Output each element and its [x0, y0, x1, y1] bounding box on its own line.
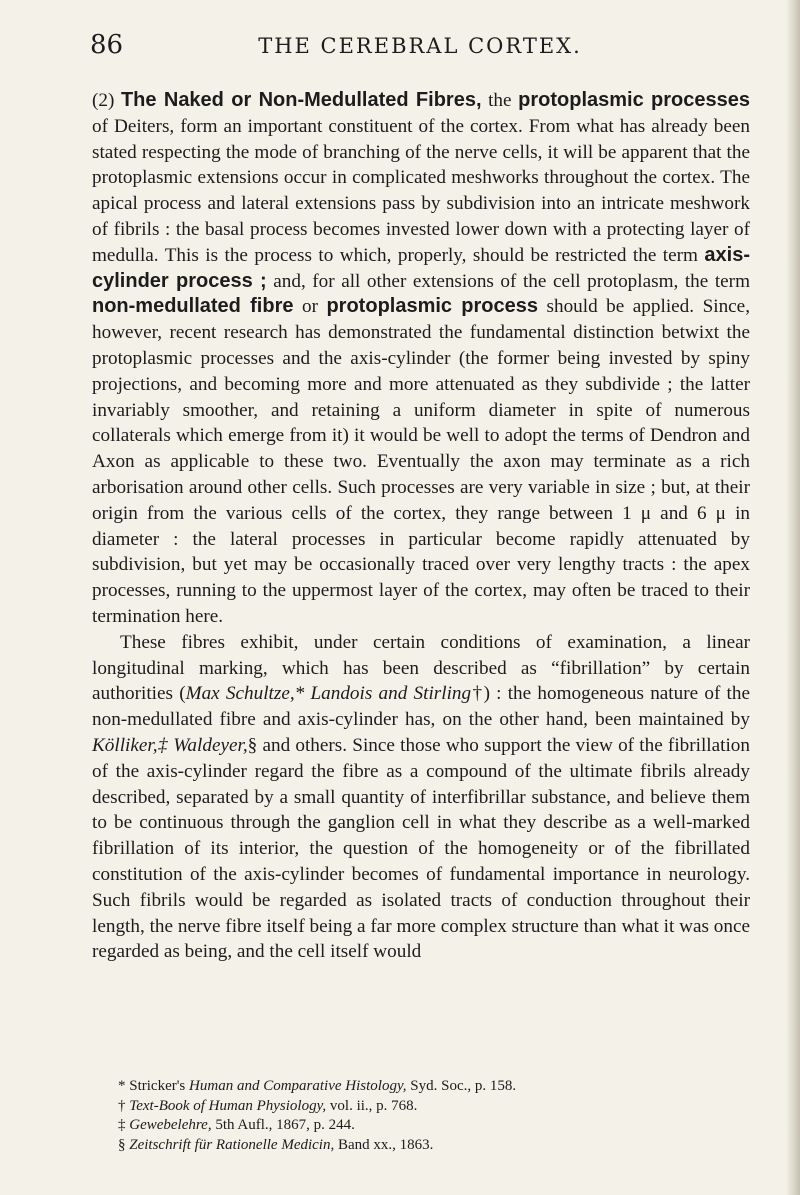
- page-edge: [786, 0, 800, 1195]
- paragraph-1: (2) The Naked or Non-Medullated Fibres, the protoplasmic processes of Deiters, form an important constituent of the cortex. From what has already been stated respecting the mode of branching of the nerve cells, it will be apparent that the protoplasmic extensions occur in complicated meshworks throughout the cortex. The apical process and lateral extensions pass by subdivision into an intricate meshwork of fibrils : the basal process becomes invested lower down with a protecting layer of medulla. This is the process to which, properly, should be restricted the term axis-cylinder process ; and, for all other extensions of the cell protoplasm, the term non-medullated fibre or protoplasmic process should be applied. Since, however, recent research has demonstrated the fundamental distinction betwixt the protoplasmic processes and the axis-cylinder (the former being invested by spiny projections, and becoming more and more attenuated as they subdivide ; the latter invariably smoother, and retaining a uniform diameter in spite of numerous collaterals which emerge from it) it would be well to adopt the terms of Dendron and Axon as applicable to these two. Eventually the axon may terminate as a rich arborisation around other cells. Such processes are very variable in size ; but, at their origin from the various cells of the cortex, they range between 1 μ and 6 μ in diameter : the lateral processes in particular become rapidly attenuated by subdivision, but yet may be occasionally traced over very lengthy tracts : the apex processes, running to the uppermost layer of the cortex, may often be traced to their termination here.: [92, 89, 751, 627]
- footnotes: [118, 1077, 738, 1155]
- page-number: 86: [90, 30, 124, 60]
- page-header: [90, 30, 750, 60]
- footnote: § Zeitschrift für Rationelle Medicin, Band xx., 1863.: [118, 1136, 434, 1153]
- footnote: * Stricker's Human and Comparative Histology, Syd. Soc., p. 158.: [118, 1078, 517, 1094]
- paragraph-2: These fibres exhibit, under certain conditions of examination, a linear longitudinal marking, which has been described as “fibrillation” by certain authorities (Max Schultze,* Landois and Stirling†) : the homogeneous nature of the non-medullated fibre and axis-cylinder has, on the other hand, been maintained by Kölliker,‡ Waldeyer,§ and others. Since those who support the view of the fibrillation of the axis-cylinder regard the fibre as a compound of the ultimate fibrils already described, separated by a small quantity of interfibrillar substance, and believe them to be continuous through the ganglion cell in what they describe as a well-marked fibrillation of its interior, the question of the homogeneity or of the fibrillated constitution of the axis-cylinder becomes of fundamental importance in neurology. Such fibrils would be regarded as isolated tracts of conduction throughout their length, the nerve fibre itself being a far more complex structure than what it was once regarded as being, and the cell itself would: [92, 631, 751, 963]
- section-heading: The Naked or Non-Medullated Fibres,: [120, 89, 482, 111]
- body-text: [92, 88, 750, 965]
- term-protoplasmic-processes: protoplasmic processes: [518, 89, 751, 111]
- footnote: † Text-Book of Human Physiology, vol. ii., p. 768.: [118, 1097, 418, 1114]
- term-axis-cylinder-process: axis-cylinder process ;: [92, 243, 750, 292]
- footnote: ‡ Gewebelehre, 5th Aufl., 1867, p. 244.: [118, 1117, 355, 1133]
- term-non-medullated-fibre: non-medullated fibre: [92, 295, 294, 318]
- term-protoplasmic-process: protoplasmic process: [326, 295, 539, 318]
- cited-authors: Kölliker,‡ Waldeyer,: [92, 734, 248, 756]
- cited-authors: Max Schultze,* Landois and Stirling: [185, 683, 472, 705]
- running-title: THE CEREBRAL CORTEX.: [258, 34, 582, 58]
- section-number: (2): [92, 90, 115, 111]
